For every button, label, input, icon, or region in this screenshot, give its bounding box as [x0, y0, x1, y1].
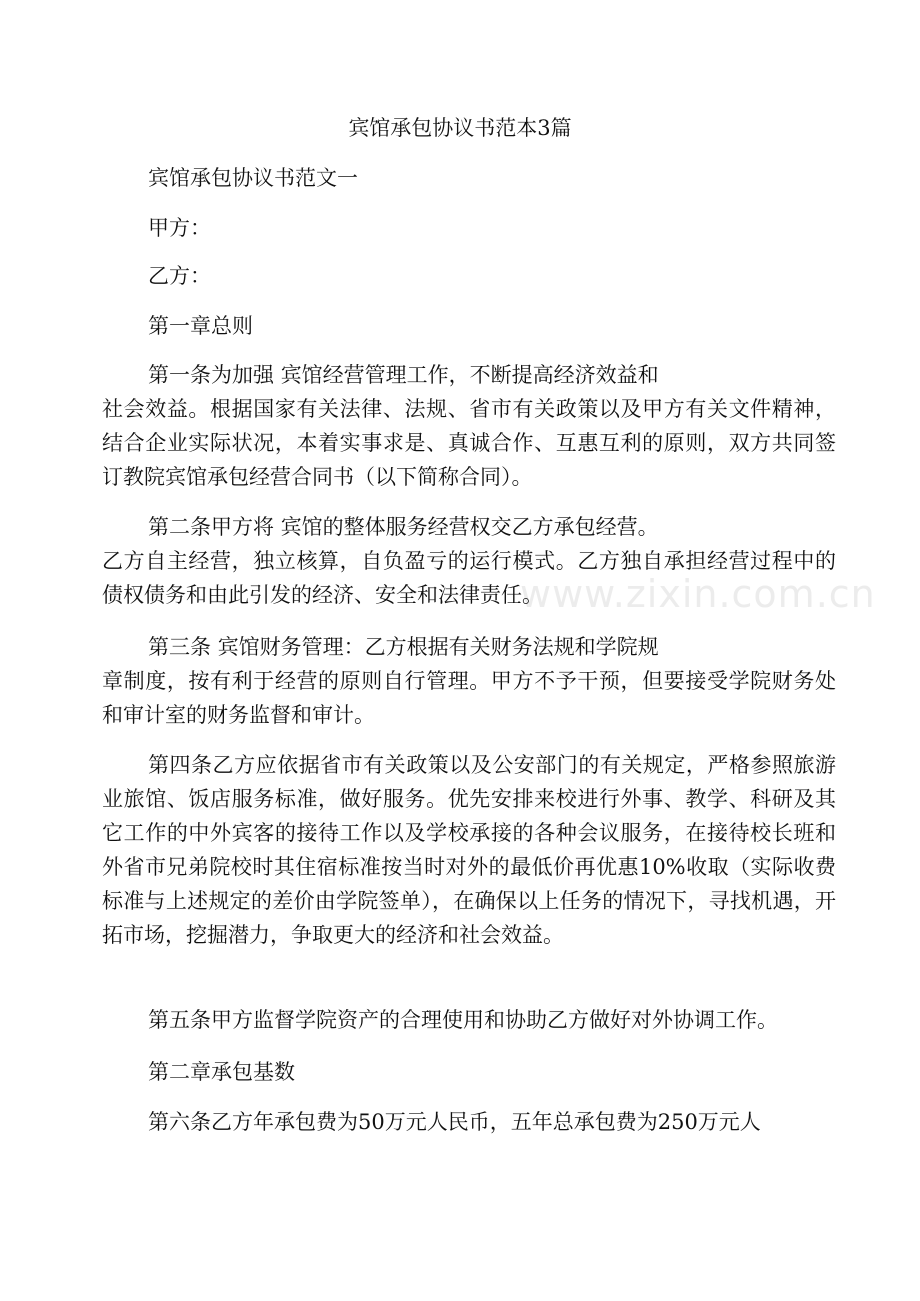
party-a-label: 甲方： [148, 216, 211, 240]
chapter-1-heading: 第一章总则 [148, 314, 253, 338]
article-3-body: 章制度，按有利于经营的原则自行管理。甲方不予干预，但要接受学院财务处和审计室的财务监督和审计。 [102, 669, 836, 727]
subtitle: 宾馆承包协议书范文一 [148, 166, 358, 190]
article-3 [102, 630, 836, 732]
article-3-first-line: 第三条 宾馆财务管理：乙方根据有关财务法规和学院规 [148, 635, 659, 659]
article-1-first-line: 第一条为加强 宾馆经营管理工作，不断提高经济效益和 [148, 363, 659, 387]
article-2-body: 乙方自主经营，独立核算，自负盈亏的运行模式。乙方独自承担经营过程中的债权债务和由此引发的经济、安全和法律责任。 [102, 549, 836, 607]
article-2-first-line: 第二条甲方将 宾馆的整体服务经营权交乙方承包经营。 [148, 515, 659, 539]
article-6: 第六条乙方年承包费为50万元人民币，五年总承包费为250万元人 [148, 1110, 761, 1134]
article-2 [102, 510, 836, 612]
watermark: www.zixin.com.cn [520, 572, 876, 616]
article-4 [102, 748, 836, 952]
document-title: 宾馆承包协议书范本3篇 [348, 116, 572, 140]
article-5: 第五条甲方监督学院资产的合理使用和协助乙方做好对外协调工作。 [148, 1008, 778, 1032]
chapter-2-heading: 第二章承包基数 [148, 1060, 295, 1084]
article-1 [102, 358, 836, 494]
party-b-label: 乙方： [148, 264, 211, 288]
article-1-body: 社会效益。根据国家有关法律、法规、省市有关政策以及甲方有关文件精神，结合企业实际状况，本着实事求是、真诚合作、互惠互利的原则，双方共同签订教院宾馆承包经营合同书（以下简称合同）。 [102, 397, 836, 489]
article-4-body: 第四条乙方应依据省市有关政策以及公安部门的有关规定，严格参照旅游业旅馆、饭店服务标准，做好服务。优先安排来校进行外事、教学、科研及其它工作的中外宾客的接待工作以及学校承接的各种会议服务，在接待校长班和外省市兄弟院校时其住宿标准按当时对外的最低价再优惠10%收取（实际收费标准与上述规定的差价由学院签单），在确保以上任务的情况下，寻找机遇，开拓市场，挖掘潜力，争取更大的经济和社会效益。 [102, 753, 836, 947]
